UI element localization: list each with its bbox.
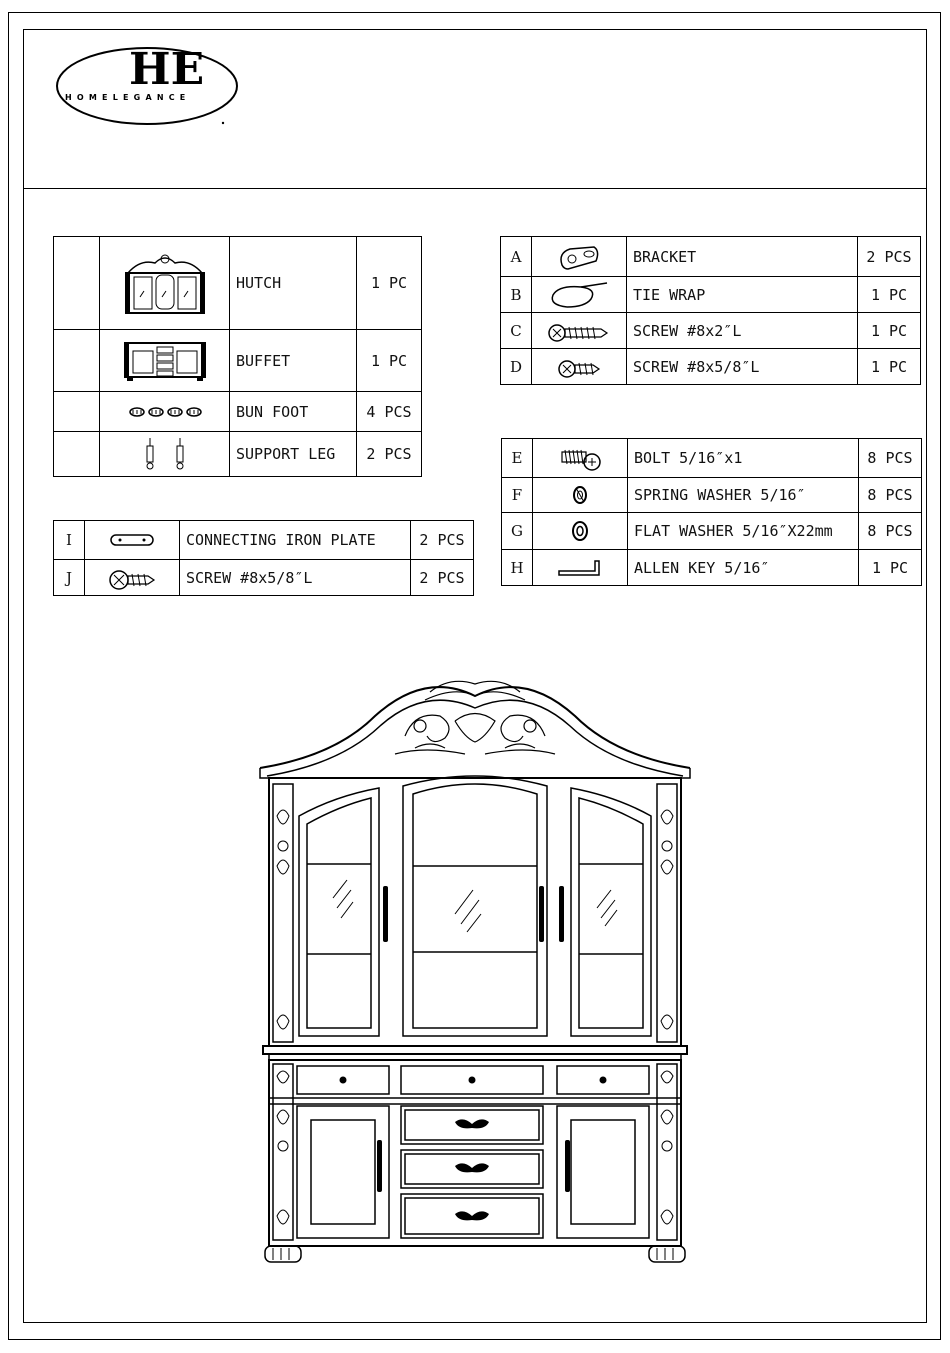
part-name: BUFFET	[230, 330, 357, 392]
part-qty: 1 PC	[357, 237, 422, 330]
table-row	[502, 478, 922, 513]
part-name: FLAT WASHER 5/16″X22mm	[628, 513, 859, 550]
part-qty: 1 PC	[858, 313, 921, 349]
hardware-table-i-j	[53, 520, 474, 596]
part-qty: 4 PCS	[357, 392, 422, 432]
part-name: BOLT 5/16″x1	[628, 439, 859, 478]
long-screw-icon	[532, 313, 627, 349]
table-row	[501, 277, 921, 313]
short-screw-icon	[85, 560, 180, 596]
part-qty: 1 PC	[357, 330, 422, 392]
table-row	[54, 237, 422, 330]
part-letter: A	[501, 237, 532, 277]
hutch-icon	[100, 237, 230, 330]
part-qty: 2 PCS	[411, 521, 474, 560]
part-name: BUN FOOT	[230, 392, 357, 432]
part-letter: H	[502, 550, 533, 586]
table-row	[501, 349, 921, 385]
table-row	[501, 313, 921, 349]
part-name: CONNECTING IRON PLATE	[180, 521, 411, 560]
part-name: SUPPORT LEG	[230, 432, 357, 477]
part-letter: G	[502, 513, 533, 550]
table-row	[502, 513, 922, 550]
part-qty: 1 PC	[858, 277, 921, 313]
part-qty: 8 PCS	[859, 439, 922, 478]
part-letter: C	[501, 313, 532, 349]
table-row	[502, 550, 922, 586]
flat-washer-icon	[533, 513, 628, 550]
header-divider	[23, 188, 927, 189]
part-name: SCREW #8x2″L	[627, 313, 858, 349]
china-cabinet-illustration	[255, 676, 695, 1266]
logo-wordmark: HOMELEGANCE	[65, 93, 191, 102]
furniture-parts-table	[53, 236, 422, 477]
part-letter: E	[502, 439, 533, 478]
tie-wrap-icon	[532, 277, 627, 313]
bolt-icon	[533, 439, 628, 478]
part-name: HUTCH	[230, 237, 357, 330]
part-qty: 1 PC	[859, 550, 922, 586]
allen-key-icon	[533, 550, 628, 586]
buffet-icon	[100, 330, 230, 392]
part-name: SCREW #8x5/8″L	[627, 349, 858, 385]
part-name: SCREW #8x5/8″L	[180, 560, 411, 596]
part-letter: D	[501, 349, 532, 385]
part-qty: 8 PCS	[859, 513, 922, 550]
table-row	[54, 392, 422, 432]
part-name: SPRING WASHER 5/16″	[628, 478, 859, 513]
hardware-table-a-d	[500, 236, 921, 385]
part-letter: F	[502, 478, 533, 513]
table-row	[54, 330, 422, 392]
table-row	[502, 439, 922, 478]
homelegance-logo	[55, 38, 245, 130]
short-screw-icon	[532, 349, 627, 385]
part-qty: 2 PCS	[858, 237, 921, 277]
part-name: BRACKET	[627, 237, 858, 277]
iron-plate-icon	[85, 521, 180, 560]
part-letter: I	[54, 521, 85, 560]
part-qty: 1 PC	[858, 349, 921, 385]
table-row	[501, 237, 921, 277]
table-row	[54, 521, 474, 560]
support-leg-icon	[100, 432, 230, 477]
hardware-table-e-h	[501, 438, 922, 586]
part-qty: 2 PCS	[411, 560, 474, 596]
part-letter: B	[501, 277, 532, 313]
bracket-icon	[532, 237, 627, 277]
spring-washer-icon	[533, 478, 628, 513]
table-row	[54, 432, 422, 477]
part-name: ALLEN KEY 5/16″	[628, 550, 859, 586]
part-qty: 8 PCS	[859, 478, 922, 513]
part-qty: 2 PCS	[357, 432, 422, 477]
part-name: TIE WRAP	[627, 277, 858, 313]
table-row	[54, 560, 474, 596]
logo-letter-h: HE	[129, 44, 205, 95]
bun-foot-icon	[100, 392, 230, 432]
part-letter: J	[54, 560, 85, 596]
